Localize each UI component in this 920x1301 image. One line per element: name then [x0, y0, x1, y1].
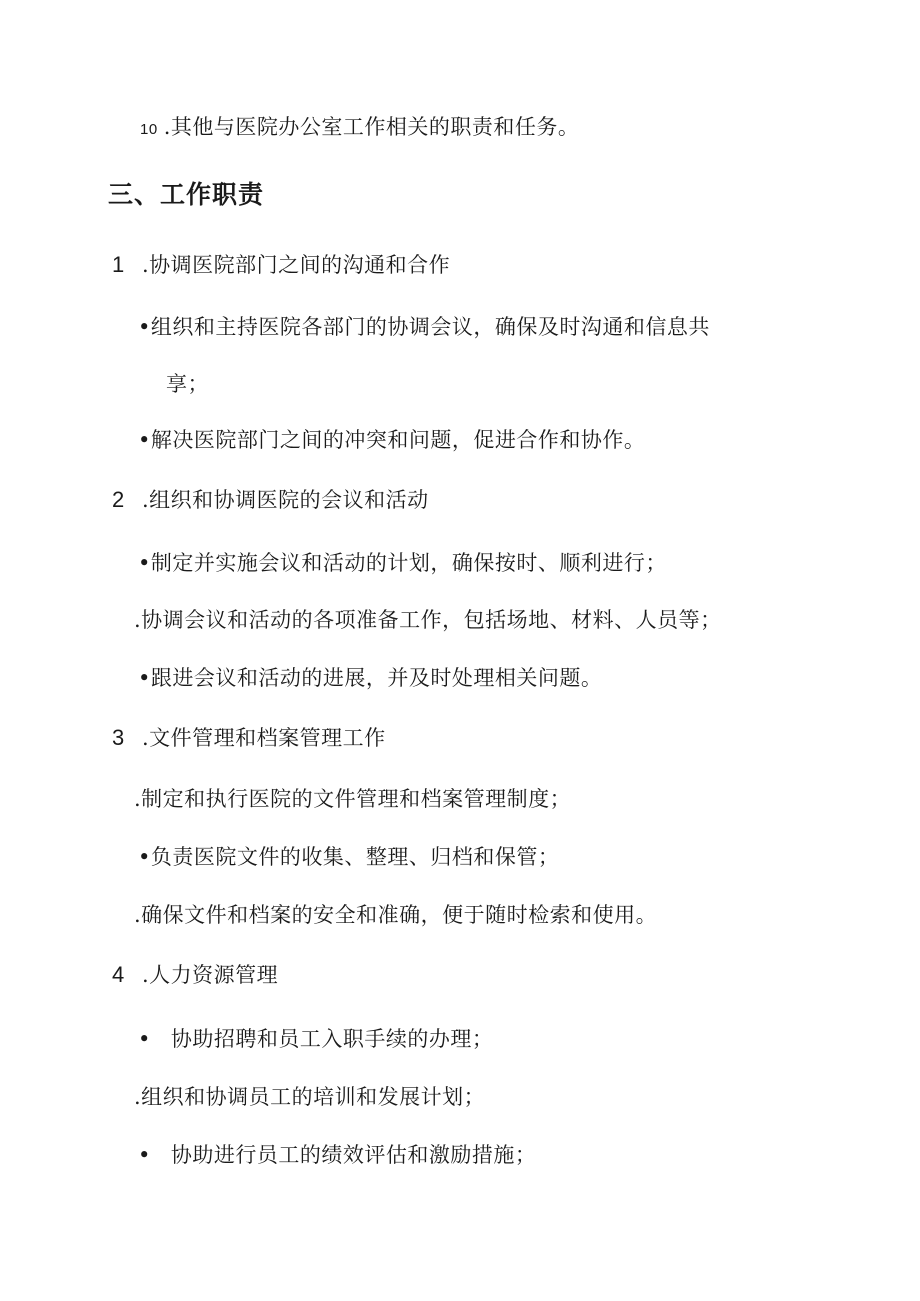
subsection-number: 1 — [112, 252, 125, 277]
list-item: •解决医院部门之间的冲突和问题，促进合作和协作。 — [138, 428, 646, 452]
list-item: 享； — [166, 372, 209, 396]
bullet: • — [138, 1027, 151, 1051]
list-item-text: 协助招聘和员工入职手续的办理； — [170, 1027, 494, 1051]
list-item-10 — [140, 112, 579, 145]
section-heading: 三、工作职责 — [108, 180, 265, 209]
list-item: •负责医院文件的收集、整理、归档和保管； — [138, 845, 560, 869]
list-item: •跟进会议和活动的进展，并及时处理相关问题。 — [138, 666, 603, 690]
list-item: •制定并实施会议和活动的计划，确保按时、顺利进行； — [138, 551, 667, 575]
item-text: .其他与医院办公室工作相关的职责和任务。 — [163, 115, 580, 139]
list-item: .协调会议和活动的各项准备工作，包括场地、材料、人员等； — [134, 608, 722, 632]
subsection-number: 4 — [112, 962, 125, 987]
subsection-title: .人力资源管理 — [142, 963, 279, 987]
list-item — [138, 1024, 493, 1054]
subsection-title-3 — [112, 723, 386, 753]
list-item: •组织和主持医院各部门的协调会议，确保及时沟通和信息共 — [138, 315, 710, 339]
list-item — [138, 1140, 536, 1170]
subsection-title-2 — [112, 485, 429, 515]
list-item: .组织和协调员工的培训和发展计划； — [134, 1085, 486, 1109]
item-number: 10 — [140, 121, 158, 138]
subsection-title-1 — [112, 250, 450, 280]
subsection-title: .文件管理和档案管理工作 — [142, 726, 386, 750]
subsection-number: 3 — [112, 725, 125, 750]
subsection-title-4 — [112, 960, 278, 990]
list-item-text: 协助进行员工的绩效评估和激励措施； — [170, 1143, 537, 1167]
subsection-title: .协调医院部门之间的沟通和合作 — [142, 253, 451, 277]
bullet: • — [138, 1143, 151, 1167]
subsection-number: 2 — [112, 487, 125, 512]
list-item: .制定和执行医院的文件管理和档案管理制度； — [134, 787, 572, 811]
list-item: .确保文件和档案的安全和准确，便于随时检索和使用。 — [134, 903, 658, 927]
subsection-title: .组织和协调医院的会议和活动 — [142, 488, 429, 512]
